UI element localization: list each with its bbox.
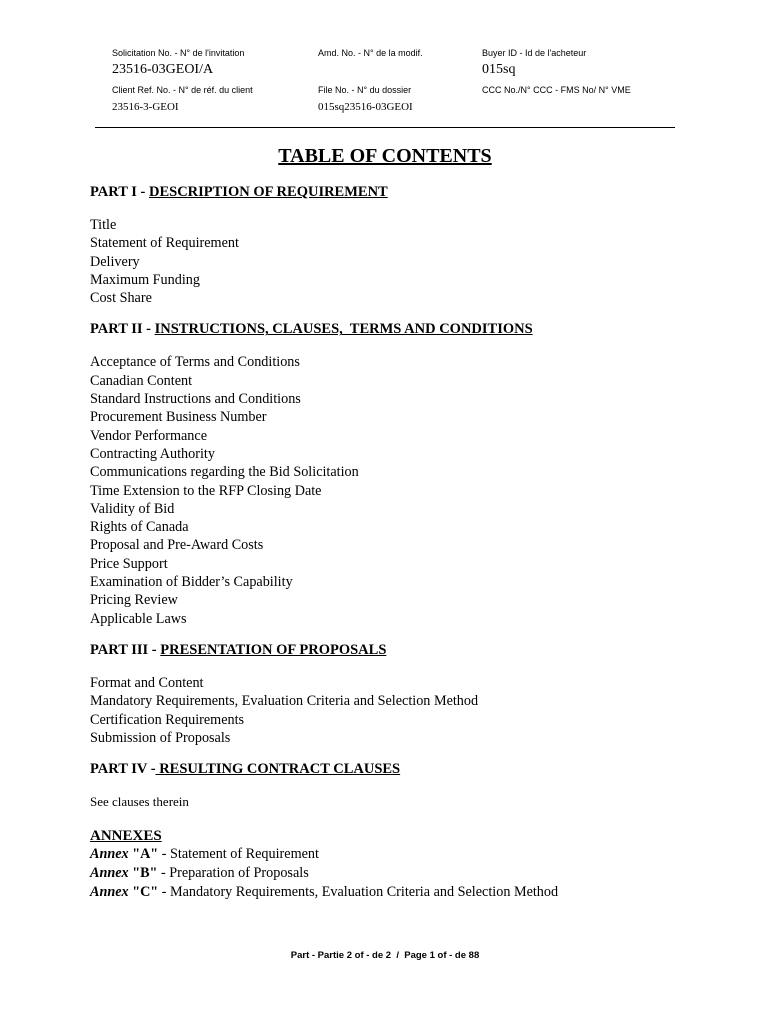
part-2-prefix: PART II -	[90, 321, 155, 338]
toc-item: Validity of Bid	[90, 500, 175, 517]
toc-item: Communications regarding the Bid Solicitation	[90, 464, 359, 481]
toc-item: Title	[90, 217, 117, 233]
part-1-items	[90, 216, 710, 307]
part-3-heading	[90, 640, 710, 660]
toc-item: Standard Instructions and Conditions	[90, 391, 301, 408]
toc-item: Pricing Review	[90, 592, 178, 609]
toc-item: Maximum Funding	[90, 271, 200, 288]
part-4-title: RESULTING CONTRACT CLAUSES	[155, 761, 401, 778]
page-footer: Part - Partie 2 of - de 2 / Page 1 of - de 88	[290, 950, 480, 961]
annexes-heading: ANNEXES	[90, 828, 162, 845]
amd-label: Amd. No. - N° de la modif.	[318, 48, 423, 58]
toc-content	[90, 182, 710, 902]
annex-text: - Statement of Requirement	[158, 846, 319, 863]
header-divider	[95, 127, 675, 128]
toc-item: Examination of Bidder’s Capability	[90, 574, 293, 591]
toc-item: Format and Content	[90, 674, 204, 691]
annex-word: Annex	[90, 883, 129, 900]
toc-item: Vendor Performance	[90, 427, 207, 444]
toc-item: Delivery	[90, 253, 140, 270]
toc-item: Contracting Authority	[90, 445, 215, 462]
file-label: File No. - N° du dossier	[318, 85, 412, 95]
annex-list	[90, 845, 710, 901]
toc-item: Procurement Business Number	[90, 409, 267, 426]
part-3-items	[90, 674, 710, 747]
toc-item: Certification Requirements	[90, 711, 245, 728]
part-2-heading	[90, 319, 710, 339]
file-value: 015sq23516-03GEOI	[318, 101, 413, 113]
toc-item: Mandatory Requirements, Evaluation Criteria and Selection Method	[90, 693, 479, 710]
part-1-title: DESCRIPTION OF REQUIREMENT	[148, 184, 388, 200]
ccc-label: CCC No./N° CCC - FMS No/ N° VME	[482, 85, 631, 95]
toc-item: Time Extension to the RFP Closing Date	[90, 482, 322, 499]
annex-letter: "B"	[128, 864, 158, 881]
annex-text: - Preparation of Proposals	[157, 864, 309, 881]
solicitation-label: Solicitation No. - N° de l'invitation	[112, 48, 245, 58]
client-ref-label: Client Ref. No. - N° de réf. du client	[112, 85, 253, 95]
part-4-prefix: PART IV -	[90, 761, 156, 778]
part-4-note: See clauses therein	[90, 794, 189, 810]
part-1-heading	[90, 182, 710, 202]
annex-word: Annex	[90, 846, 129, 863]
part-2-items	[90, 353, 710, 627]
part-3-prefix: PART III -	[90, 641, 161, 658]
toc-item: Canadian Content	[90, 372, 193, 389]
toc-item: Cost Share	[90, 290, 152, 307]
annex-item	[90, 883, 710, 902]
page-title: TABLE OF CONTENTS	[278, 145, 492, 167]
client-ref-value: 23516-3-GEOI	[112, 101, 179, 113]
buyer-value: 015sq	[482, 62, 516, 77]
annex-word: Annex	[90, 864, 129, 881]
buyer-label: Buyer ID - Id de l'acheteur	[482, 48, 587, 58]
part-3-title: PRESENTATION OF PROPOSALS	[160, 641, 387, 658]
part-1-prefix: PART I -	[90, 184, 149, 200]
toc-item: Price Support	[90, 555, 168, 572]
toc-item: Submission of Proposals	[90, 729, 231, 746]
solicitation-value: 23516-03GEOI/A	[112, 62, 214, 77]
toc-item: Statement of Requirement	[90, 235, 239, 252]
toc-item: Acceptance of Terms and Conditions	[90, 354, 300, 371]
annex-item	[90, 845, 710, 864]
annex-item	[90, 864, 710, 883]
toc-item: Rights of Canada	[90, 519, 189, 536]
part-2-title: INSTRUCTIONS, CLAUSES, TERMS AND CONDITIONS	[154, 321, 533, 338]
part-4-heading	[90, 759, 710, 779]
toc-item: Proposal and Pre-Award Costs	[90, 537, 264, 554]
annex-letter: "C"	[128, 883, 159, 900]
annex-letter: "A"	[128, 846, 159, 863]
toc-item: Applicable Laws	[90, 610, 187, 627]
annex-text: - Mandatory Requirements, Evaluation Criteria and Selection Method	[158, 883, 559, 900]
